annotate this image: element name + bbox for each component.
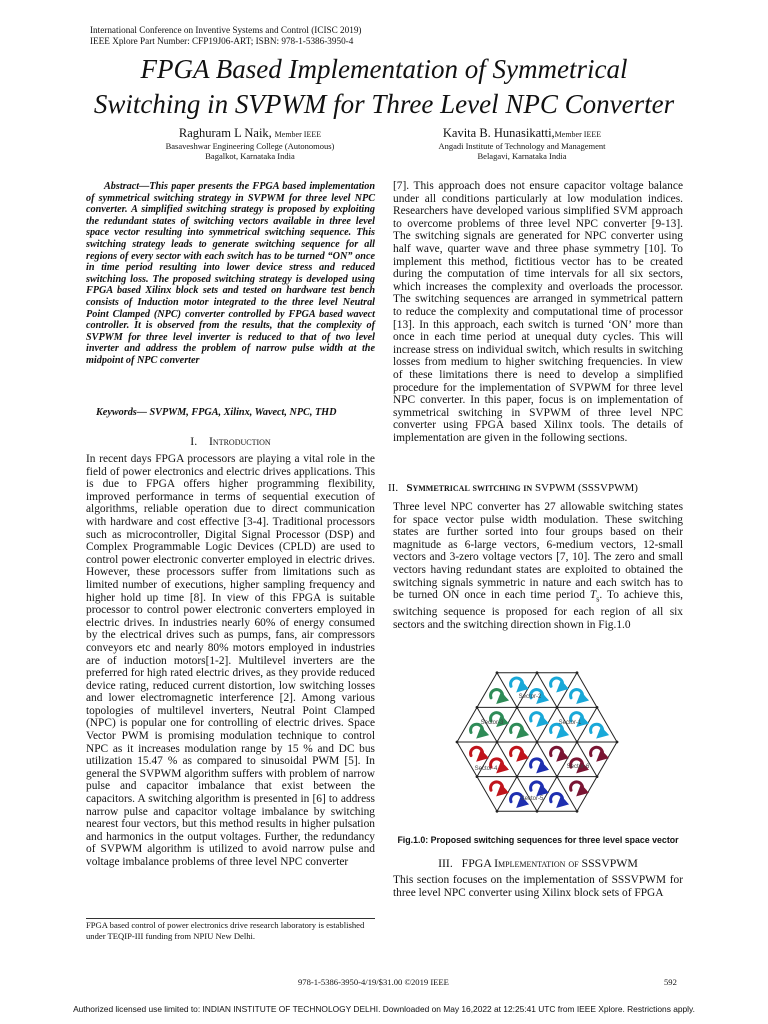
authorized-use-notice: Authorized licensed use limited to: INDIAN INSTITUTE OF TECHNOLOGY DELHI. Downloaded on May 16,2022 at 12:25:41 UTC from IEEE Xplore. Restrictions apply. xyxy=(73,1004,695,1014)
sector-label-2: Sector-2 xyxy=(518,694,542,700)
sector-label-5: Sector-5 xyxy=(520,796,544,802)
section-3-number: III. xyxy=(438,856,453,870)
section-2-heading xyxy=(388,482,683,494)
vector-node xyxy=(496,671,499,674)
vector-node xyxy=(596,706,599,709)
footnote-divider xyxy=(86,918,375,919)
vector-node xyxy=(536,810,539,813)
vector-node xyxy=(476,775,479,778)
vector-node xyxy=(476,706,479,709)
switching-arrow xyxy=(551,793,563,803)
sector-label-1: Sector-1 xyxy=(558,720,582,726)
section-1-number: I. xyxy=(190,434,198,448)
title-line-2: Switching in SVPWM for Three Level NPC Converter xyxy=(93,89,675,119)
author-1-location: Bagalkot, Karnataka India xyxy=(205,151,295,161)
vector-node xyxy=(576,741,579,744)
right-column-text: [7]. This approach does not ensure capacitor voltage balance under all conditions particularly at low modulation indices. Researchers have developed various simplified SVM approach to overcome problems of three level NPC converter [9-13]. The switching signals are generated for NPC converter using half wave, quarter wave and three phase symmetry [10]. To implement this method, fictitious vector has to be created during the computation of time intervals for all six sectors, which increases the complexity and overloads the processor. The switching sequences are arranged in symmetrical pattern to reduce the complexity and computational time of processor [13]. In this approach, each switch is turned ‘ON’ more than once in each time period at unequal duty cycles. This will increase stress on individual switch, which results in switching losses from medium to higher switching frequencies. In view of these limitations there is need to develop a simplified procedure for the implementation of SVPWM for three level NPC converter. In this paper, focus is on implementation of symmetrical switching in SVPWM of three level NPC converter using FPGA based Xilinx tools. The details of implementation are given in the following sections. xyxy=(393,180,683,444)
vector-node xyxy=(516,775,519,778)
sector-label-4: Sector-4 xyxy=(474,766,498,772)
vector-node xyxy=(556,775,559,778)
switching-arrow xyxy=(591,747,603,757)
copyright-code: 978-1-5386-3950-4/19/$31.00 ©2019 IEEE xyxy=(298,977,449,987)
author-2-affiliation: Angadi Institute of Technology and Management xyxy=(438,141,606,151)
vector-node xyxy=(616,741,619,744)
abstract: Abstract—This paper presents the FPGA based implementation of symmetrical switching strategy in SVPWM for three level NPC converter. A simplified switching strategy is proposed by exploiting the redundant states of switching vectors available in three level space vector resulting into symmetrical switching sequence. This switching strategy leads to generate switching sequence for all regions of every sector with each switch has to be turned “ON” once in time period resulting into lower device stress and reduced switching loss. The proposed switching strategy is developed using FPGA based Xilinx block sets and tested on hardware test bench consists of Induction motor integrated to the three level Neutral Point Clamped (NPC) converter controlled by FPGA based wavect controller. It is observed from the results, that the complexity of SVPWM for three level inverter is reduced to that of two level inverter and address the problem of narrow pulse width at the midpoint of NPC converter xyxy=(86,181,375,366)
switching-arrow xyxy=(531,759,543,769)
vector-node xyxy=(496,741,499,744)
section-2-text xyxy=(393,501,683,631)
title-line-1: FPGA Based Implementation of Symmetrical xyxy=(140,54,628,84)
vector-node xyxy=(536,671,539,674)
section-3-title: FPGA Implementation of SSSVPWM xyxy=(461,856,638,870)
author-1-member: Member IEEE xyxy=(274,130,322,139)
section-2-text-b: . To achieve this, switching sequence is proposed for each region of all six sectors and the switching direction shown in Fig.1.0 xyxy=(393,589,683,631)
section-3-text: This section focuses on the implementation of SSSVPWM for three level NPC converter using Xilinx block sets of FPGA xyxy=(393,874,683,899)
vector-node xyxy=(496,810,499,813)
conference-header xyxy=(90,25,361,47)
space-vector-figure xyxy=(420,650,654,830)
footnote: FPGA based control of power electronics drive research laboratory is established under TEQIP-III funding from NPIU New Delhi. xyxy=(86,920,365,941)
switching-arrow xyxy=(511,678,523,688)
author-2-location: Belagavi, Karnataka India xyxy=(477,151,567,161)
conference-line-2: IEEE Xplore Part Number: CFP19J06-ART; ISBN: 978-1-5386-3950-4 xyxy=(90,36,354,46)
vector-node xyxy=(576,671,579,674)
section-1-title: Introduction xyxy=(208,434,271,448)
time-period-subscript: s xyxy=(596,594,600,604)
switching-arrow xyxy=(511,747,523,757)
switching-arrow xyxy=(591,724,603,734)
switching-arrow xyxy=(471,747,483,757)
sector-label-3: Sector-3 xyxy=(480,720,504,726)
switching-arrow xyxy=(571,690,583,700)
section-2-title-tail: SVPWM (SSSVPWM) xyxy=(534,482,638,494)
vector-node xyxy=(456,741,459,744)
author-1 xyxy=(120,127,380,161)
author-2-member: Member IEEE xyxy=(554,130,602,139)
switching-arrow xyxy=(491,782,503,792)
switching-arrow xyxy=(551,747,563,757)
author-2 xyxy=(392,127,652,161)
vector-node xyxy=(536,741,539,744)
section-1-heading xyxy=(86,434,375,449)
section-2-text-a: Three level NPC converter has 27 allowable switching states for space vector pulse width modulation. These switching states are further sorted into four groups based on their magnitude as 6-large vectors, 6-medium vectors, 12-small vectors and 3-zero voltage vectors [7, 10]. The zero and small vectors having redundant states are exploited to obtained the switching signals symmetric in nature and each switch has to be turned ON once in each time period xyxy=(393,501,683,602)
keywords: Keywords— SVPWM, FPGA, Xilinx, Wavect, NPC, THD xyxy=(96,407,337,418)
switching-arrow xyxy=(531,713,543,723)
section-2-number: II. xyxy=(388,482,399,494)
sector-label-6: Sector-6 xyxy=(566,764,590,770)
author-2-name: Kavita B. Hunasikatti, xyxy=(442,126,555,140)
switching-arrow xyxy=(551,678,563,688)
vector-node xyxy=(556,706,559,709)
switching-arrow xyxy=(531,782,543,792)
vector-node xyxy=(516,706,519,709)
introduction-text: In recent days FPGA processors are playing a vital role in the field of power electronics and electric drives applications. This is due to FPGA offers higher programming flexibility, improved performance in terms of sequential execution of algorithms, reliable operation due to direct communication with hardware and cost effective [3-4]. Traditional processors such as microcontroller, Digital Signal Processor (DSP) and Complex Programmable Logic Devices (CPLD) are used to control power electronic converter employed in electric drives. However, these processors suffer from limitations such as limited number of executions, higher sampling frequency and higher hold up time [8]. In view of this FPGA is suitable processor to control power electronic converters employed in electric drives. In industries nearly 60% of energy consumed by the electrical drives such as pumps, fans, air compressors conveyors etc and nearly 80% motors employed in industries are of induction motors[1-2]. Multilevel inverters are the preferred for high rated electric drives, as they provide reduced device rating, reduced current distortion, low switching losses and lower electromagnetic interference [2]. Among various topologies of multilevel inverters, Neutral Point Clamped (NPC) is popular one for controlling of electric drives. Space Vector PWM is promising modulation technique to control NPC as it increases modulation range by 15 % and DC bus utilization 15.47 % as compared to sinusoidal PWM [5]. In general the SVPWM algorithm suffers with problem of narrow pulse and capacitor imbalance that exist between the capacitors. A switching algorithm is presented in [6] to address narrow pulse and capacitor voltage imbalance by switching nearest four vectors, but this method results in higher pulsation and harmonics in the output voltages. Further, the redundancy of SVPWM algorithm is utilized to avoid narrow pulse and voltage imbalance problems of three level NPC converter xyxy=(86,453,375,868)
switching-arrow xyxy=(511,724,523,734)
author-1-name: Raghuram L Naik, xyxy=(178,126,272,140)
conference-line-1: International Conference on Inventive Systems and Control (ICISC 2019) xyxy=(90,25,362,35)
section-2-title: Symmetrical switching in xyxy=(406,482,533,494)
paper-title xyxy=(40,52,728,122)
vector-node xyxy=(596,775,599,778)
figure-caption: Fig.1.0: Proposed switching sequences for three level space vector xyxy=(397,835,679,845)
time-period-symbol: T xyxy=(589,589,597,602)
author-1-affiliation: Basaveshwar Engineering College (Autonomous) xyxy=(165,141,335,151)
section-3-heading xyxy=(393,856,683,871)
switching-arrow xyxy=(571,782,583,792)
page-number: 592 xyxy=(664,977,677,987)
vector-node xyxy=(576,810,579,813)
switching-arrow xyxy=(491,690,503,700)
